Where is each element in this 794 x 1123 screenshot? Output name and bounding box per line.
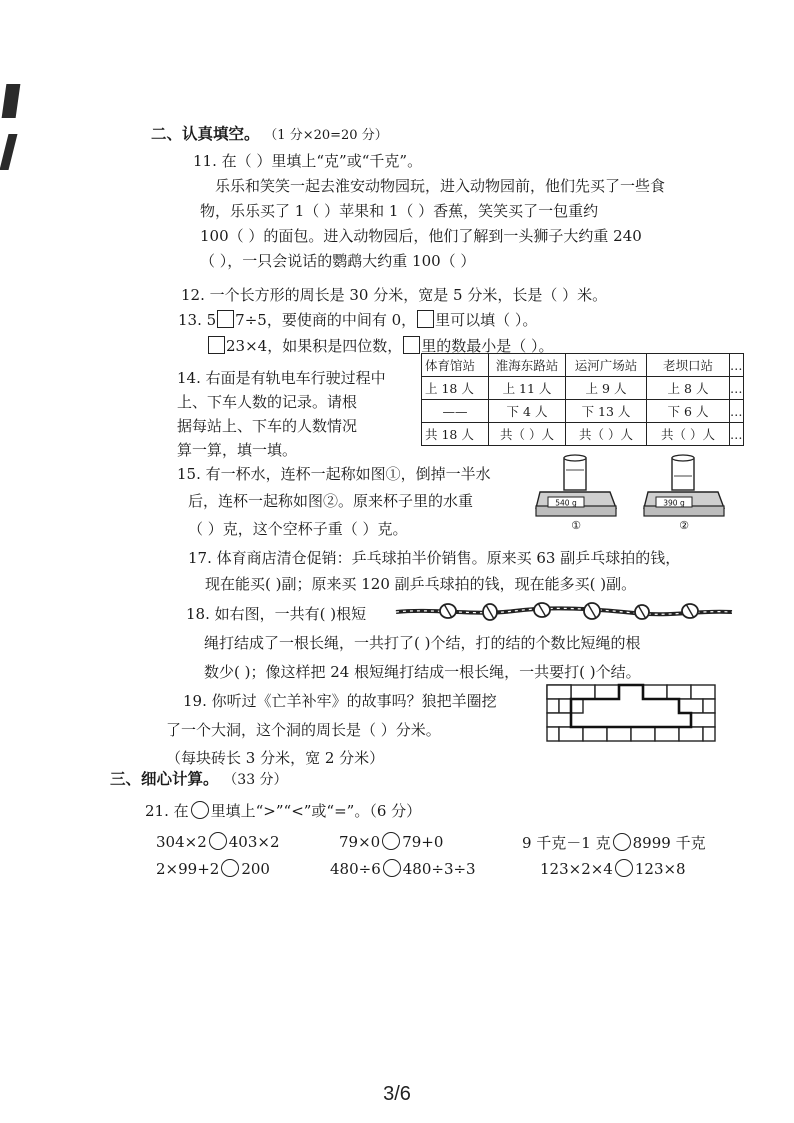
compare-item	[540, 859, 686, 878]
q14-line: 据每站上、下车的人数情况	[177, 417, 358, 435]
answer-circle[interactable]	[209, 832, 227, 850]
table-cell: 共 18 人	[422, 423, 489, 446]
table-cell: 上 8 人	[647, 377, 730, 400]
q11-line: （ ），一只会说话的鹦鹉大约重 100（ ）	[200, 252, 476, 270]
q15-line: 15. 有一杯水，连杯一起称如图①，倒掉一半水	[177, 465, 491, 483]
q14-line: 算一算，填一填。	[177, 441, 298, 459]
q13-line-a	[178, 309, 537, 330]
answer-circle[interactable]	[382, 832, 400, 850]
scan-mark	[0, 134, 17, 170]
q14-line: 上、下车人数的记录。请根	[177, 393, 358, 411]
q14-line: 14. 右面是有轨电车行驶过程中	[177, 369, 386, 387]
table-cell[interactable]: 共（ ）人	[647, 423, 730, 446]
section-2-heading	[151, 122, 388, 144]
scale-1	[536, 455, 616, 532]
q21-pre: 21. 在	[145, 802, 189, 820]
q13-a-post: 7÷5，要使商的中间有 0，	[235, 311, 417, 329]
table-cell: …	[730, 400, 744, 423]
table-cell: 上 18 人	[422, 377, 489, 400]
answer-box[interactable]	[208, 336, 225, 354]
answer-circle[interactable]	[615, 859, 633, 877]
table-cell: ——	[422, 400, 489, 423]
compare-right: 79+0	[402, 833, 444, 851]
brick-wall-illustration	[545, 683, 720, 745]
section-2-title: 二、认真填空。	[151, 125, 260, 143]
compare-item	[156, 832, 280, 851]
section-3-heading	[110, 767, 288, 789]
q18-line: 数少( )；像这样把 24 根短绳打结成一根长绳，一共要打( )个结。	[204, 663, 641, 681]
compare-left: 123×2×4	[540, 860, 613, 878]
q13-b-post: 23×4，如果积是四位数，	[226, 337, 403, 355]
answer-circle[interactable]	[383, 859, 401, 877]
q21-post: 里填上“>”“<”或“=”。（6 分）	[210, 802, 422, 820]
scale-2-reading: 390 g	[663, 498, 685, 508]
compare-right: 200	[241, 860, 270, 878]
q15-line: 后，连杯一起称如图②。原来杯子里的水重	[188, 492, 474, 510]
compare-left: 9 千克－1 克	[522, 834, 611, 852]
q11-line: 物，乐乐买了 1（ ）苹果和 1（ ）香蕉，笑笑买了一包重约	[200, 202, 599, 220]
compare-left: 79×0	[339, 833, 381, 851]
knotted-rope-illustration	[394, 598, 734, 626]
table-header: 运河广场站	[566, 354, 647, 377]
section-3-points: （33 分）	[223, 772, 288, 788]
table-cell: …	[730, 377, 744, 400]
table-cell: …	[730, 423, 744, 446]
q21-instruction	[145, 800, 421, 821]
compare-item	[330, 859, 476, 878]
compare-left: 2×99+2	[156, 860, 220, 878]
q11-line: 乐乐和笑笑一起去淮安动物园玩，进入动物园前，他们先买了一些食	[215, 177, 666, 195]
scan-mark	[2, 84, 21, 118]
q13-a-pre: 13. 5	[178, 311, 217, 329]
answer-box[interactable]	[403, 336, 420, 354]
q19-line: 19. 你听过《亡羊补牢》的故事吗？狼把羊圈挖	[183, 692, 497, 710]
scale-1-reading: 540 g	[555, 498, 577, 508]
table-header: 老坝口站	[647, 354, 730, 377]
answer-circle[interactable]	[221, 859, 239, 877]
compare-left: 480÷6	[330, 860, 381, 878]
kitchen-scales-illustration	[532, 448, 732, 532]
table-row	[422, 400, 744, 423]
scale-1-label: ①	[571, 519, 581, 532]
compare-left: 304×2	[156, 833, 207, 851]
q17-line: 17. 体育商店清仓促销：乒乓球拍半价销售。原来买 63 副乒乓球拍的钱，	[188, 549, 681, 567]
q18-line: 绳打结成了一根长绳，一共打了( )个结，打的结的个数比短绳的根	[204, 634, 641, 652]
compare-right: 480÷3÷3	[402, 860, 476, 878]
compare-right: 8999 千克	[632, 834, 706, 852]
table-header: …	[730, 354, 744, 377]
table-cell: 下 6 人	[647, 400, 730, 423]
answer-box[interactable]	[217, 310, 234, 328]
q11-line: 100（ ）的面包。进入动物园后，他们了解到一头狮子大约重 240	[200, 227, 642, 245]
compare-right: 123×8	[634, 860, 686, 878]
circle-icon	[191, 801, 209, 819]
scale-2	[644, 455, 724, 532]
table-cell: 下 13 人	[566, 400, 647, 423]
q13-b-end: 里的数最小是（ ）。	[421, 337, 554, 355]
q17-line: 现在能买( )副；原来买 120 副乒乓球拍的钱，现在能多买( )副。	[205, 575, 637, 593]
answer-circle[interactable]	[613, 833, 631, 851]
compare-item	[156, 859, 270, 878]
q12-text: 12. 一个长方形的周长是 30 分米，宽是 5 分米，长是（ ）米。	[181, 286, 608, 304]
table-cell[interactable]: 共（ ）人	[489, 423, 566, 446]
tram-passenger-table	[421, 353, 744, 446]
scale-2-label: ②	[679, 519, 689, 532]
q19-line: 了一个大洞，这个洞的周长是（ ）分米。	[166, 721, 441, 739]
table-cell: 上 9 人	[566, 377, 647, 400]
page-number: 3/6	[383, 1083, 411, 1105]
table-header: 体育馆站	[422, 354, 489, 377]
q18-line: 18. 如右图，一共有( )根短	[186, 605, 367, 623]
compare-item	[522, 832, 706, 853]
table-cell[interactable]: 共（ ）人	[566, 423, 647, 446]
table-row	[422, 354, 744, 377]
compare-right: 403×2	[228, 833, 280, 851]
answer-box[interactable]	[417, 310, 434, 328]
q19-line: （每块砖长 3 分米，宽 2 分米）	[166, 749, 385, 767]
section-3-title: 三、细心计算。	[110, 770, 219, 788]
table-header: 淮海东路站	[489, 354, 566, 377]
q15-line: （ ）克，这个空杯子重（ ）克。	[188, 520, 408, 538]
table-cell: 下 4 人	[489, 400, 566, 423]
table-cell: 上 11 人	[489, 377, 566, 400]
table-row	[422, 423, 744, 446]
table-row	[422, 377, 744, 400]
section-2-points: （1 分×20=20 分）	[264, 128, 388, 143]
q13-a-end: 里可以填（ ）。	[435, 311, 538, 329]
q11-line: 11. 在（ ）里填上“克”或“千克”。	[193, 152, 423, 170]
compare-item	[339, 832, 443, 851]
